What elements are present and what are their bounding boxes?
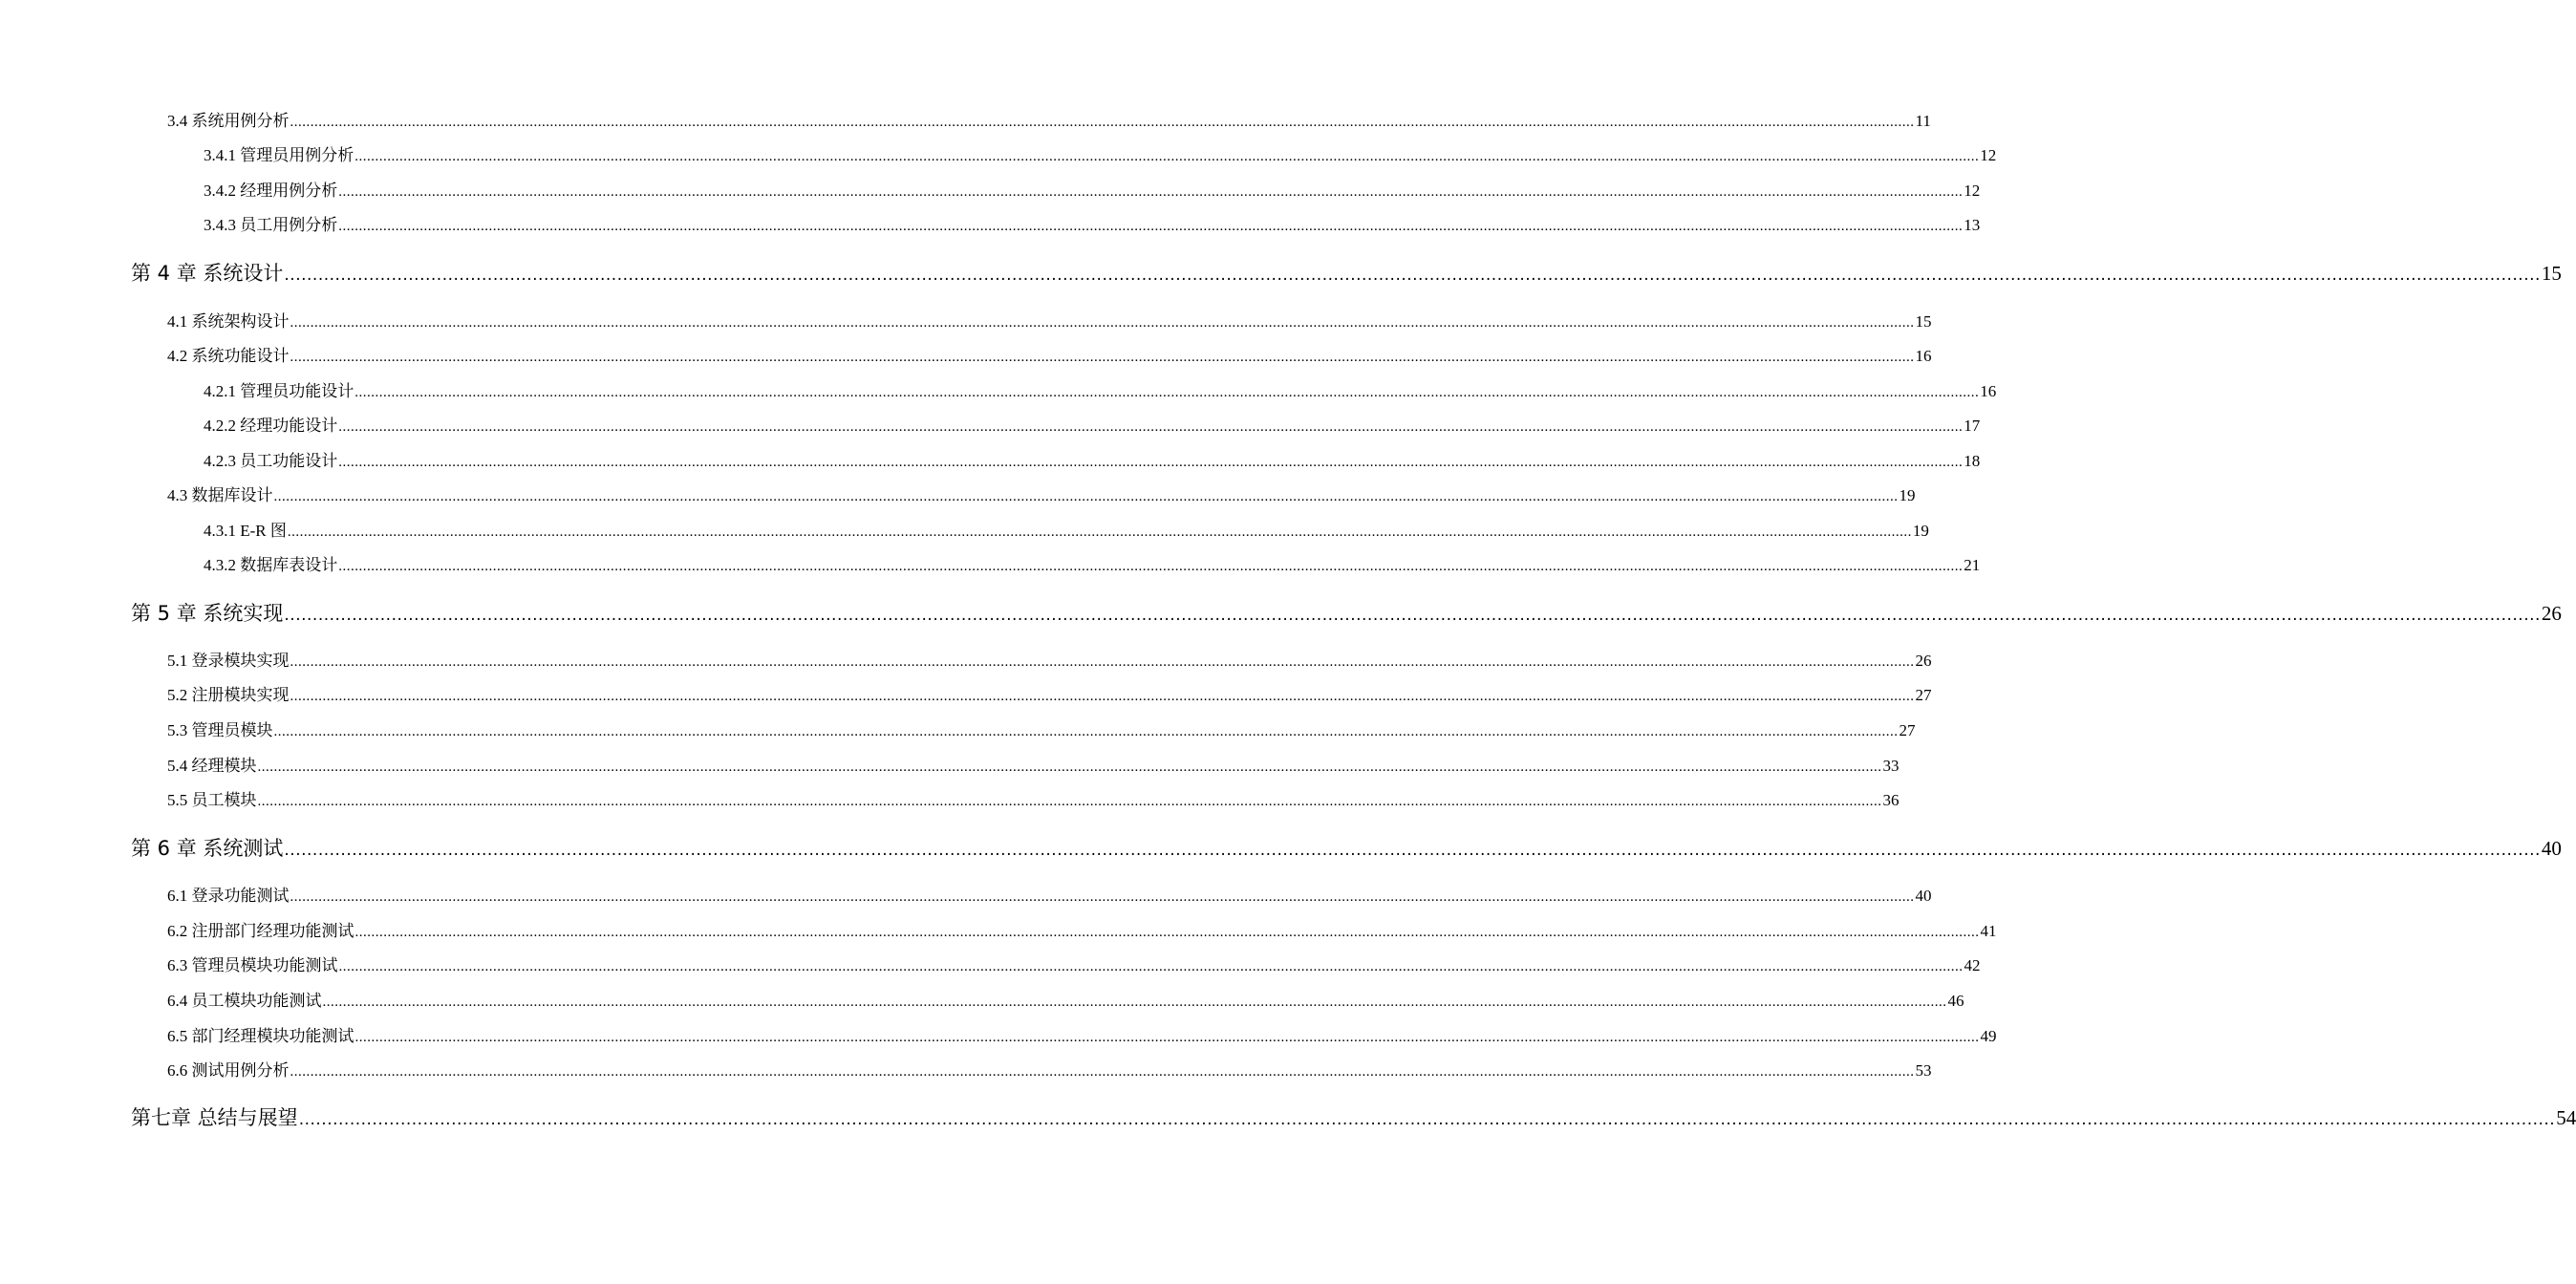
dot-leader: ................................................................................................................................................................................................................................................................................................................................................................................................................ xyxy=(354,925,1980,940)
toc-page-number: 26 xyxy=(2541,602,2562,625)
dot-leader: ................................................................................................................................................................................................................................................................................................................................................................................................................ xyxy=(290,689,1915,704)
toc-section-entry[interactable] xyxy=(204,180,1981,203)
toc-section-entry[interactable] xyxy=(167,1025,1997,1048)
toc-page-number: 53 xyxy=(1915,1061,1932,1080)
toc-section-entry[interactable] xyxy=(167,484,1916,507)
toc-page-number: 26 xyxy=(1915,652,1932,670)
dot-leader: ................................................................................................................................................................................................................................................................................................................................................................................................................ xyxy=(273,724,1899,739)
toc-page-number: 13 xyxy=(1964,216,1981,234)
dot-leader: ................................................................................................................................................................................................................................................................................................................................................................................................................ xyxy=(290,115,1915,130)
dot-leader: ................................................................................................................................................................................................................................................................................................................................................................................................................ xyxy=(298,1110,2556,1129)
toc-page-number: 41 xyxy=(1980,922,1997,940)
toc-entry-title: 4.2.1 管理员功能设计 xyxy=(204,382,354,400)
dot-leader: ................................................................................................................................................................................................................................................................................................................................................................................................................ xyxy=(290,350,1915,365)
toc-chapter-entry[interactable] xyxy=(131,834,2562,863)
toc-section-entry[interactable] xyxy=(204,380,1997,403)
toc-page-number: 46 xyxy=(1947,992,1964,1010)
toc-page-number: 11 xyxy=(1915,112,1931,130)
toc-entry-title: 4.1 系统架构设计 xyxy=(167,312,290,331)
toc-page-number: 27 xyxy=(1899,721,1916,739)
toc-entry-title: 5.1 登录模块实现 xyxy=(167,652,290,670)
dot-leader: ................................................................................................................................................................................................................................................................................................................................................................................................................ xyxy=(354,385,1980,400)
toc-entry-title: 4.2 系统功能设计 xyxy=(167,347,290,365)
toc-page-number: 15 xyxy=(2541,262,2562,285)
dot-leader: ................................................................................................................................................................................................................................................................................................................................................................................................................ xyxy=(354,1030,1980,1045)
toc-page-number: 42 xyxy=(1964,956,1981,974)
toc-section-entry[interactable] xyxy=(167,755,1900,778)
dot-leader: ................................................................................................................................................................................................................................................................................................................................................................................................................ xyxy=(290,889,1915,905)
dot-leader: ................................................................................................................................................................................................................................................................................................................................................................................................................ xyxy=(287,524,1912,540)
toc-page-number: 15 xyxy=(1915,312,1932,331)
toc-entry-title: 6.1 登录功能测试 xyxy=(167,887,290,905)
dot-leader: ................................................................................................................................................................................................................................................................................................................................................................................................................ xyxy=(290,1064,1915,1080)
toc-page-number: 54 xyxy=(2556,1106,2576,1129)
dot-leader: ................................................................................................................................................................................................................................................................................................................................................................................................................ xyxy=(338,219,1964,234)
toc-section-entry[interactable] xyxy=(167,789,1900,812)
toc-entry-title: 第 4 章 系统设计 xyxy=(131,262,284,285)
toc-section-entry[interactable] xyxy=(204,214,1981,237)
dot-leader: ................................................................................................................................................................................................................................................................................................................................................................................................................ xyxy=(290,654,1915,670)
dot-leader: ................................................................................................................................................................................................................................................................................................................................................................................................................ xyxy=(257,760,1882,775)
toc-entry-title: 6.3 管理员模块功能测试 xyxy=(167,956,338,974)
toc-section-entry[interactable] xyxy=(167,954,1981,977)
toc-section-entry[interactable] xyxy=(167,990,1964,1013)
dot-leader: ................................................................................................................................................................................................................................................................................................................................................................................................................ xyxy=(284,606,2541,625)
toc-page-number: 49 xyxy=(1980,1027,1997,1045)
toc-entry-title: 5.2 注册模块实现 xyxy=(167,686,290,704)
toc-entry-title: 4.3.1 E-R 图 xyxy=(204,522,287,540)
toc-section-entry[interactable] xyxy=(167,920,1997,943)
dot-leader: ................................................................................................................................................................................................................................................................................................................................................................................................................ xyxy=(284,266,2541,285)
toc-section-entry[interactable] xyxy=(167,719,1916,742)
toc-section-entry[interactable] xyxy=(167,684,1932,707)
toc-section-entry[interactable] xyxy=(204,144,1997,167)
toc-entry-title: 3.4.2 经理用例分析 xyxy=(204,182,338,200)
toc-entry-title: 6.2 注册部门经理功能测试 xyxy=(167,922,354,940)
dot-leader: ................................................................................................................................................................................................................................................................................................................................................................................................................ xyxy=(322,995,1947,1010)
toc-page-number: 40 xyxy=(2541,837,2562,860)
toc-entry-title: 3.4.3 员工用例分析 xyxy=(204,216,338,234)
toc-page-number: 19 xyxy=(1899,486,1916,504)
toc-section-entry[interactable] xyxy=(167,885,1932,908)
toc-page-number: 16 xyxy=(1980,382,1997,400)
dot-leader: ................................................................................................................................................................................................................................................................................................................................................................................................................ xyxy=(338,559,1964,574)
toc-section-entry[interactable] xyxy=(167,310,1932,333)
toc-section-entry[interactable] xyxy=(167,110,1931,133)
toc-entry-title: 4.2.2 经理功能设计 xyxy=(204,417,338,435)
toc-section-entry[interactable] xyxy=(204,450,1981,473)
toc-page-number: 40 xyxy=(1915,887,1932,905)
dot-leader: ................................................................................................................................................................................................................................................................................................................................................................................................................ xyxy=(338,959,1964,974)
toc-entry-title: 5.4 经理模块 xyxy=(167,757,257,775)
toc-entry-title: 第 6 章 系统测试 xyxy=(131,837,284,860)
toc-chapter-entry[interactable] xyxy=(131,259,2562,288)
toc-chapter-entry[interactable] xyxy=(131,599,2562,628)
toc-entry-title: 第七章 总结与展望 xyxy=(131,1106,298,1129)
toc-entry-title: 6.6 测试用例分析 xyxy=(167,1061,290,1080)
toc-entry-title: 4.2.3 员工功能设计 xyxy=(204,452,338,470)
toc-entry-title: 5.3 管理员模块 xyxy=(167,721,273,739)
toc-page-number: 33 xyxy=(1882,757,1900,775)
toc-entry-title: 5.5 员工模块 xyxy=(167,791,257,809)
toc-entry-title: 6.5 部门经理模块功能测试 xyxy=(167,1027,354,1045)
dot-leader: ................................................................................................................................................................................................................................................................................................................................................................................................................ xyxy=(354,149,1980,164)
toc-page-number: 18 xyxy=(1964,452,1981,470)
dot-leader: ................................................................................................................................................................................................................................................................................................................................................................................................................ xyxy=(338,455,1964,470)
toc-chapter-entry[interactable] xyxy=(131,1103,2576,1132)
toc-section-entry[interactable] xyxy=(167,1059,1932,1082)
toc-section-entry[interactable] xyxy=(204,415,1981,438)
toc-page-number: 19 xyxy=(1912,522,1929,540)
dot-leader: ................................................................................................................................................................................................................................................................................................................................................................................................................ xyxy=(338,184,1964,200)
toc-entry-title: 第 5 章 系统实现 xyxy=(131,602,284,625)
toc-page-number: 12 xyxy=(1964,182,1981,200)
toc-section-entry[interactable] xyxy=(167,650,1932,673)
toc-entry-title: 3.4.1 管理员用例分析 xyxy=(204,146,354,164)
toc-page-number: 21 xyxy=(1964,556,1981,574)
toc-section-entry[interactable] xyxy=(204,554,1981,577)
dot-leader: ................................................................................................................................................................................................................................................................................................................................................................................................................ xyxy=(273,489,1899,504)
toc-page-number: 12 xyxy=(1980,146,1997,164)
dot-leader: ................................................................................................................................................................................................................................................................................................................................................................................................................ xyxy=(338,419,1964,435)
toc-section-entry[interactable] xyxy=(204,520,1929,543)
toc-entry-title: 4.3 数据库设计 xyxy=(167,486,273,504)
toc-page-number: 16 xyxy=(1915,347,1932,365)
toc-section-entry[interactable] xyxy=(167,345,1932,368)
toc-page-number: 17 xyxy=(1964,417,1981,435)
dot-leader: ................................................................................................................................................................................................................................................................................................................................................................................................................ xyxy=(284,841,2541,860)
toc-entry-title: 4.3.2 数据库表设计 xyxy=(204,556,338,574)
dot-leader: ................................................................................................................................................................................................................................................................................................................................................................................................................ xyxy=(257,794,1882,809)
toc-entry-title: 3.4 系统用例分析 xyxy=(167,112,290,130)
toc-page-number: 27 xyxy=(1915,686,1932,704)
dot-leader: ................................................................................................................................................................................................................................................................................................................................................................................................................ xyxy=(290,315,1915,331)
toc-entry-title: 6.4 员工模块功能测试 xyxy=(167,992,322,1010)
toc-page-number: 36 xyxy=(1882,791,1900,809)
